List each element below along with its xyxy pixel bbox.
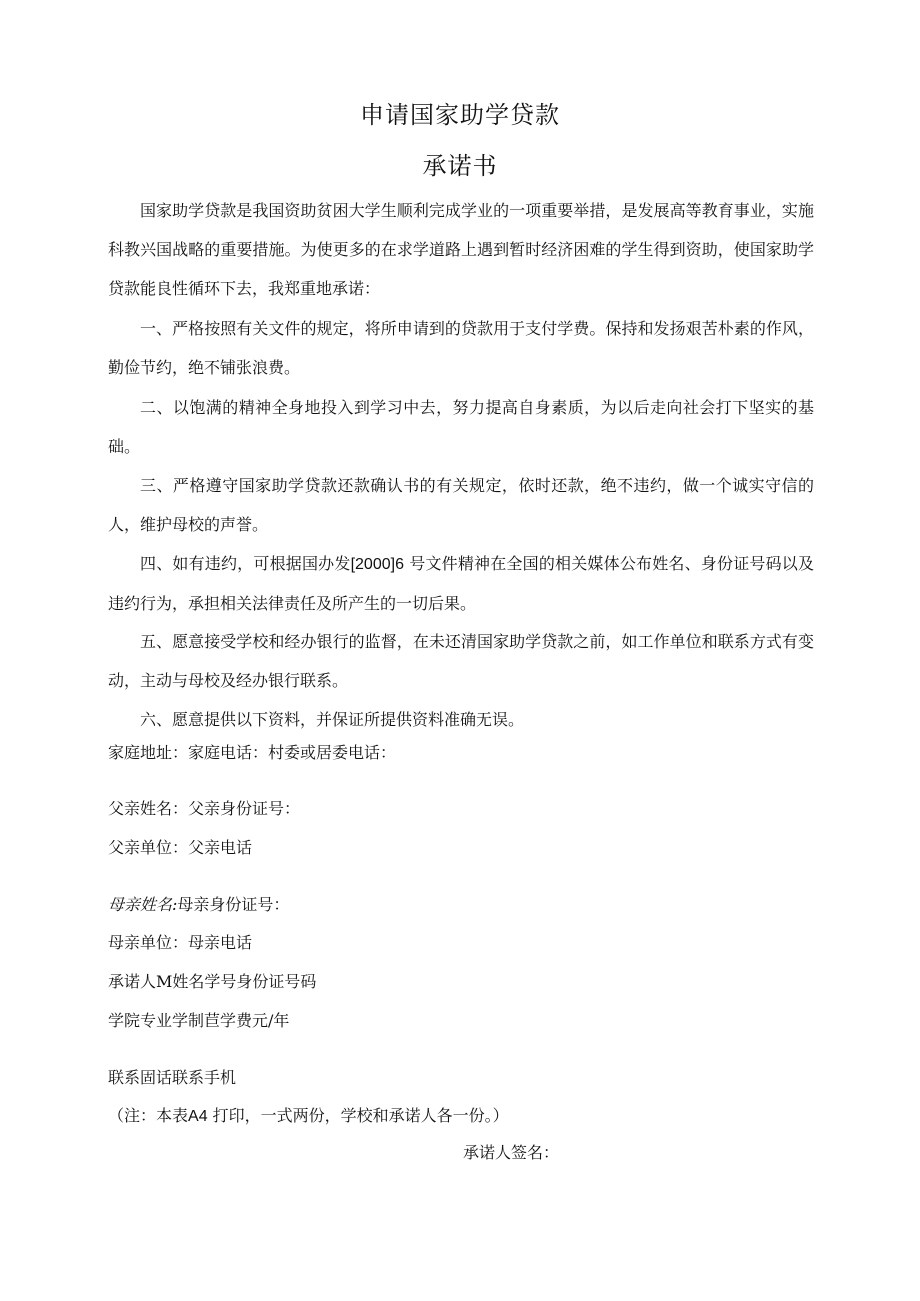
commitment-item-4-text-b: 号文件精神在全国的相关媒体公布姓名、身份证号码以及违约行为，承担相关法律责任及所产生的一切后果。 <box>108 554 814 613</box>
print-note <box>108 1104 814 1129</box>
mother-id-label: 母亲身份证号： <box>177 895 290 914</box>
father-unit-line: 父亲单位：父亲电话 <box>108 838 253 857</box>
commitment-item-6: 六、愿意提供以下资料，并保证所提供资料准确无误。 <box>140 710 525 729</box>
commitment-item-3: 三、严格遵守国家助学贷款还款确认书的有关规定，依时还款，绝不违约，做一个诚实守信的人，维护母校的声誉。 <box>108 476 814 534</box>
print-note-text-a: （注：本表 <box>108 1106 189 1125</box>
commitment-item-2: 二、以饱满的精神全身地投入到学习中去，努力提高自身素质，为以后走向社会打下坚实的基础。 <box>108 398 814 456</box>
father-name-line: 父亲姓名：父亲身份证号： <box>108 799 301 818</box>
home-info-line: 家庭地址：家庭电话：村委或居委电话： <box>108 743 397 762</box>
promisor-info-line: 承诺人M姓名学号身份证号码 <box>108 972 317 991</box>
document-number: [2000]6 <box>350 556 404 573</box>
college-info-line: 学院专业学制苣学费元/年 <box>108 1011 290 1030</box>
mother-name-line <box>108 893 814 917</box>
document-subtitle: 承诺书 <box>422 152 498 180</box>
signature-label: 承诺人签名： <box>463 1143 560 1162</box>
print-note-text-b: 打印，一式两份，学校和承诺人各一份。） <box>207 1106 509 1125</box>
mother-unit-line: 母亲单位：母亲电话 <box>108 933 253 952</box>
commitment-item-5: 五、愿意接受学校和经办银行的监督，在未还清国家助学贷款之前，如工作单位和联系方式有变动，主动与母校及经办银行联系。 <box>108 632 814 690</box>
mother-name-label: 母亲姓名: <box>108 895 178 914</box>
commitment-item-1: 一、严格按照有关文件的规定，将所申请到的贷款用于支付学费。保持和发扬艰苦朴素的作风，勤俭节约，绝不铺张浪费。 <box>108 319 814 377</box>
commitment-item-4-text-a: 四、如有违约，可根据国办发 <box>140 554 351 573</box>
contact-info-line: 联系固话联系手机 <box>108 1068 237 1087</box>
intro-paragraph: 国家助学贷款是我国资助贫困大学生顺利完成学业的一项重要举措，是发展高等教育事业，实施科教兴国战略的重要措施。为使更多的在求学道路上遇到暂时经济困难的学生得到资助，使国家助学贷款能良性循环下去，我郑重地承诺： <box>108 201 814 298</box>
paper-size: A4 <box>188 1108 208 1125</box>
commitment-item-4 <box>108 544 814 623</box>
document-title: 申请国家助学贷款 <box>360 101 560 129</box>
